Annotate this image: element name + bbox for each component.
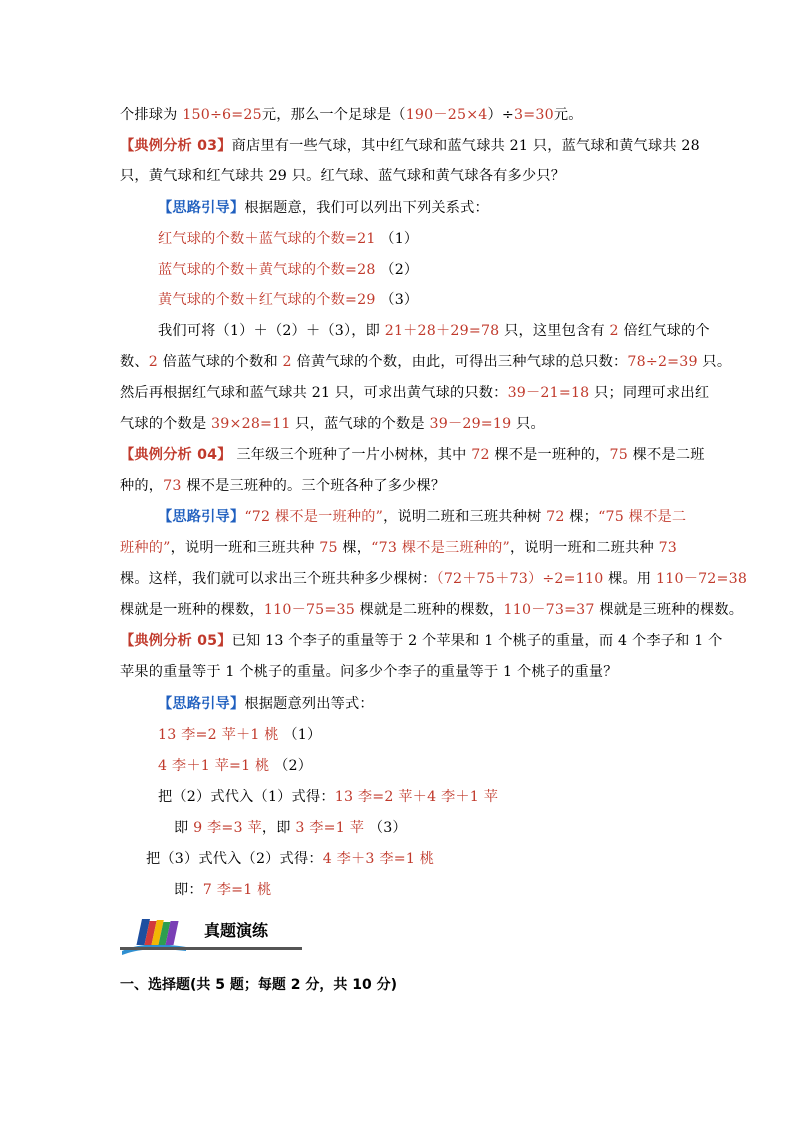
body-text: 元。 xyxy=(553,107,583,123)
body-text: 只，黄气球和红气球共 29 只。红气球、蓝气球和黄气球各有多少只？ xyxy=(120,168,566,184)
highlight-text: 4 李＋3 李=1 桃 xyxy=(322,851,435,867)
text-line xyxy=(158,321,710,341)
body-text: （3） xyxy=(364,820,407,836)
body-text: 棵就是三班种的棵数。 xyxy=(594,602,744,618)
example-label: 【典例分析 04】 xyxy=(120,447,232,463)
highlight-text: 班种的” xyxy=(120,540,171,556)
highlight-text: “75 棵不是二 xyxy=(598,509,687,525)
body-text: 把（2）式代入（1）式得： xyxy=(158,789,335,805)
text-line xyxy=(120,136,700,156)
body-text: 数、 xyxy=(120,354,149,370)
question-section-header: 一、选择题(共 5 题；每题 2 分，共 10 分) xyxy=(120,977,398,993)
highlight-text: 2 xyxy=(282,354,292,370)
hint-label: 【思路引导】 xyxy=(158,696,245,712)
highlight-text: 黄气球的个数＋红气球的个数=29 xyxy=(158,292,376,308)
text-line xyxy=(158,260,418,280)
highlight-text: 39×28=11 xyxy=(211,416,291,432)
highlight-text: 3=30 xyxy=(514,107,554,123)
highlight-text: 190－25×4 xyxy=(405,107,488,123)
text-line xyxy=(120,383,709,403)
body-text: 商店里有一些气球，其中红气球和蓝气球共 21 只，蓝气球和黄气球共 28 xyxy=(231,138,700,154)
highlight-text: 2 xyxy=(609,323,619,339)
highlight-text: 110－75=35 xyxy=(263,602,355,618)
body-text: 气球的个数是 xyxy=(120,416,212,432)
body-text: （1） xyxy=(278,727,322,743)
body-text: 棵。这样，我们就可以求出三个班共种多少棵树： xyxy=(120,571,437,587)
highlight-text: 7 李=1 桃 xyxy=(202,882,272,898)
body-text: 倍红气球的个 xyxy=(618,323,710,339)
highlight-text: 21＋28＋29=78 xyxy=(384,323,500,339)
body-text: ）÷ xyxy=(487,107,515,123)
text-line xyxy=(120,600,743,620)
text-line xyxy=(120,631,723,651)
body-text: 即： xyxy=(174,882,203,898)
body-text: ，说明一班和三班共种 xyxy=(170,540,320,556)
body-text: 三年级三个班种了一片小树林，其中 xyxy=(231,447,472,463)
highlight-text: “72 棵不是一班种的” xyxy=(244,509,384,525)
section-title: 真题演练 xyxy=(204,921,269,940)
body-text: （2） xyxy=(375,262,419,278)
highlight-text: 蓝气球的个数＋黄气球的个数=28 xyxy=(158,262,376,278)
body-text: 只，这里包含有 xyxy=(499,323,610,339)
body-text: 棵； xyxy=(564,509,599,525)
highlight-text: 39－21=18 xyxy=(507,385,590,401)
highlight-text: （72＋75＋73）÷2=110 xyxy=(436,571,604,587)
highlight-text: 110－72=38 xyxy=(656,571,748,587)
text-line xyxy=(158,694,374,714)
highlight-text: 4 李＋1 苹=1 桃 xyxy=(158,758,270,774)
highlight-text: 72 xyxy=(546,509,565,525)
body-text: 棵就是二班种的棵数， xyxy=(354,602,504,618)
text-line xyxy=(158,290,418,310)
highlight-text: 39－29=19 xyxy=(429,416,512,432)
text-line xyxy=(120,569,747,589)
body-text: 棵， xyxy=(337,540,372,556)
body-text: 棵就是一班种的棵数， xyxy=(120,602,264,618)
highlight-text: 72 xyxy=(471,447,490,463)
section-underline xyxy=(120,947,302,950)
body-text: ，即 xyxy=(261,820,296,836)
body-text: 种的， xyxy=(120,478,164,494)
body-text: 只，蓝气球的个数是 xyxy=(290,416,430,432)
highlight-text: 9 李=3 苹 xyxy=(193,820,262,836)
text-line xyxy=(158,756,312,776)
body-text: 棵不是二班 xyxy=(627,447,705,463)
body-text: ，说明一班和二班共种 xyxy=(509,540,659,556)
body-text: 即 xyxy=(174,820,194,836)
text-line xyxy=(158,787,498,807)
body-text: 只。 xyxy=(697,354,732,370)
example-label: 【典例分析 03】 xyxy=(120,138,232,154)
body-text: 苹果的重量等于 1 个桃子的重量。问多少个李子的重量等于 1 个桃子的重量？ xyxy=(120,664,618,680)
highlight-text: 73 xyxy=(163,478,182,494)
text-line xyxy=(120,476,445,496)
body-text: （3） xyxy=(375,292,419,308)
body-text: 棵。用 xyxy=(603,571,657,587)
body-text: 已知 13 个李子的重量等于 2 个苹果和 1 个桃子的重量，而 4 个李子和 1 个 xyxy=(231,633,723,649)
text-line xyxy=(120,414,545,434)
highlight-text: 75 xyxy=(609,447,628,463)
hint-label: 【思路引导】 xyxy=(158,509,245,525)
highlight-text: 110－73=37 xyxy=(503,602,595,618)
text-line xyxy=(158,725,321,745)
text-line xyxy=(158,229,418,249)
body-text: 元，那么一个足球是（ xyxy=(261,107,406,123)
example-label: 【典例分析 05】 xyxy=(120,633,232,649)
body-text: 把（3）式代入（2）式得： xyxy=(146,851,323,867)
body-text: 然后再根据红气球和蓝气球共 21 只，可求出黄气球的只数： xyxy=(120,385,508,401)
highlight-text: 75 xyxy=(319,540,338,556)
text-line xyxy=(174,818,407,838)
text-line xyxy=(120,166,565,186)
text-line xyxy=(158,198,489,218)
body-text: 倍蓝气球的个数和 xyxy=(158,354,283,370)
text-line xyxy=(120,352,731,372)
text-line xyxy=(146,849,434,869)
books-icon xyxy=(120,917,190,959)
body-text: 我们可将（1）＋（2）＋（3），即 xyxy=(158,323,385,339)
highlight-text: 2 xyxy=(148,354,159,370)
body-text: （2） xyxy=(269,758,313,774)
highlight-text: “73 棵不是三班种的” xyxy=(371,540,510,556)
body-text: 根据题意，我们可以列出下列关系式： xyxy=(244,200,489,216)
highlight-text: 13 李=2 苹＋4 李＋1 苹 xyxy=(334,789,499,805)
body-text: 根据题意列出等式： xyxy=(244,696,374,712)
highlight-text: 3 李=1 苹 xyxy=(295,820,365,836)
body-text: 只。 xyxy=(511,416,545,432)
highlight-text: 78÷2=39 xyxy=(627,354,698,370)
body-text: 棵不是一班种的， xyxy=(489,447,610,463)
body-text: ，说明二班和三班共种树 xyxy=(383,509,547,525)
text-line xyxy=(120,538,677,558)
body-text: 棵不是三班种的。三个班各种了多少棵？ xyxy=(181,478,446,494)
hint-label: 【思路引导】 xyxy=(158,200,245,216)
body-text: 只；同理可求出红 xyxy=(589,385,710,401)
body-text: 倍黄气球的个数，由此，可得出三种气球的总只数： xyxy=(291,354,628,370)
text-line xyxy=(120,445,705,465)
text-line xyxy=(158,507,686,527)
highlight-text: 73 xyxy=(658,540,678,556)
text-line xyxy=(174,880,272,900)
body-text: 个排球为 xyxy=(120,107,183,123)
text-line xyxy=(120,105,583,125)
text-line xyxy=(120,662,618,682)
highlight-text: 红气球的个数＋蓝气球的个数=21 xyxy=(158,231,376,247)
body-text: （1） xyxy=(375,231,419,247)
highlight-text: 150÷6=25 xyxy=(182,107,262,123)
highlight-text: 13 李=2 苹＋1 桃 xyxy=(158,727,279,743)
